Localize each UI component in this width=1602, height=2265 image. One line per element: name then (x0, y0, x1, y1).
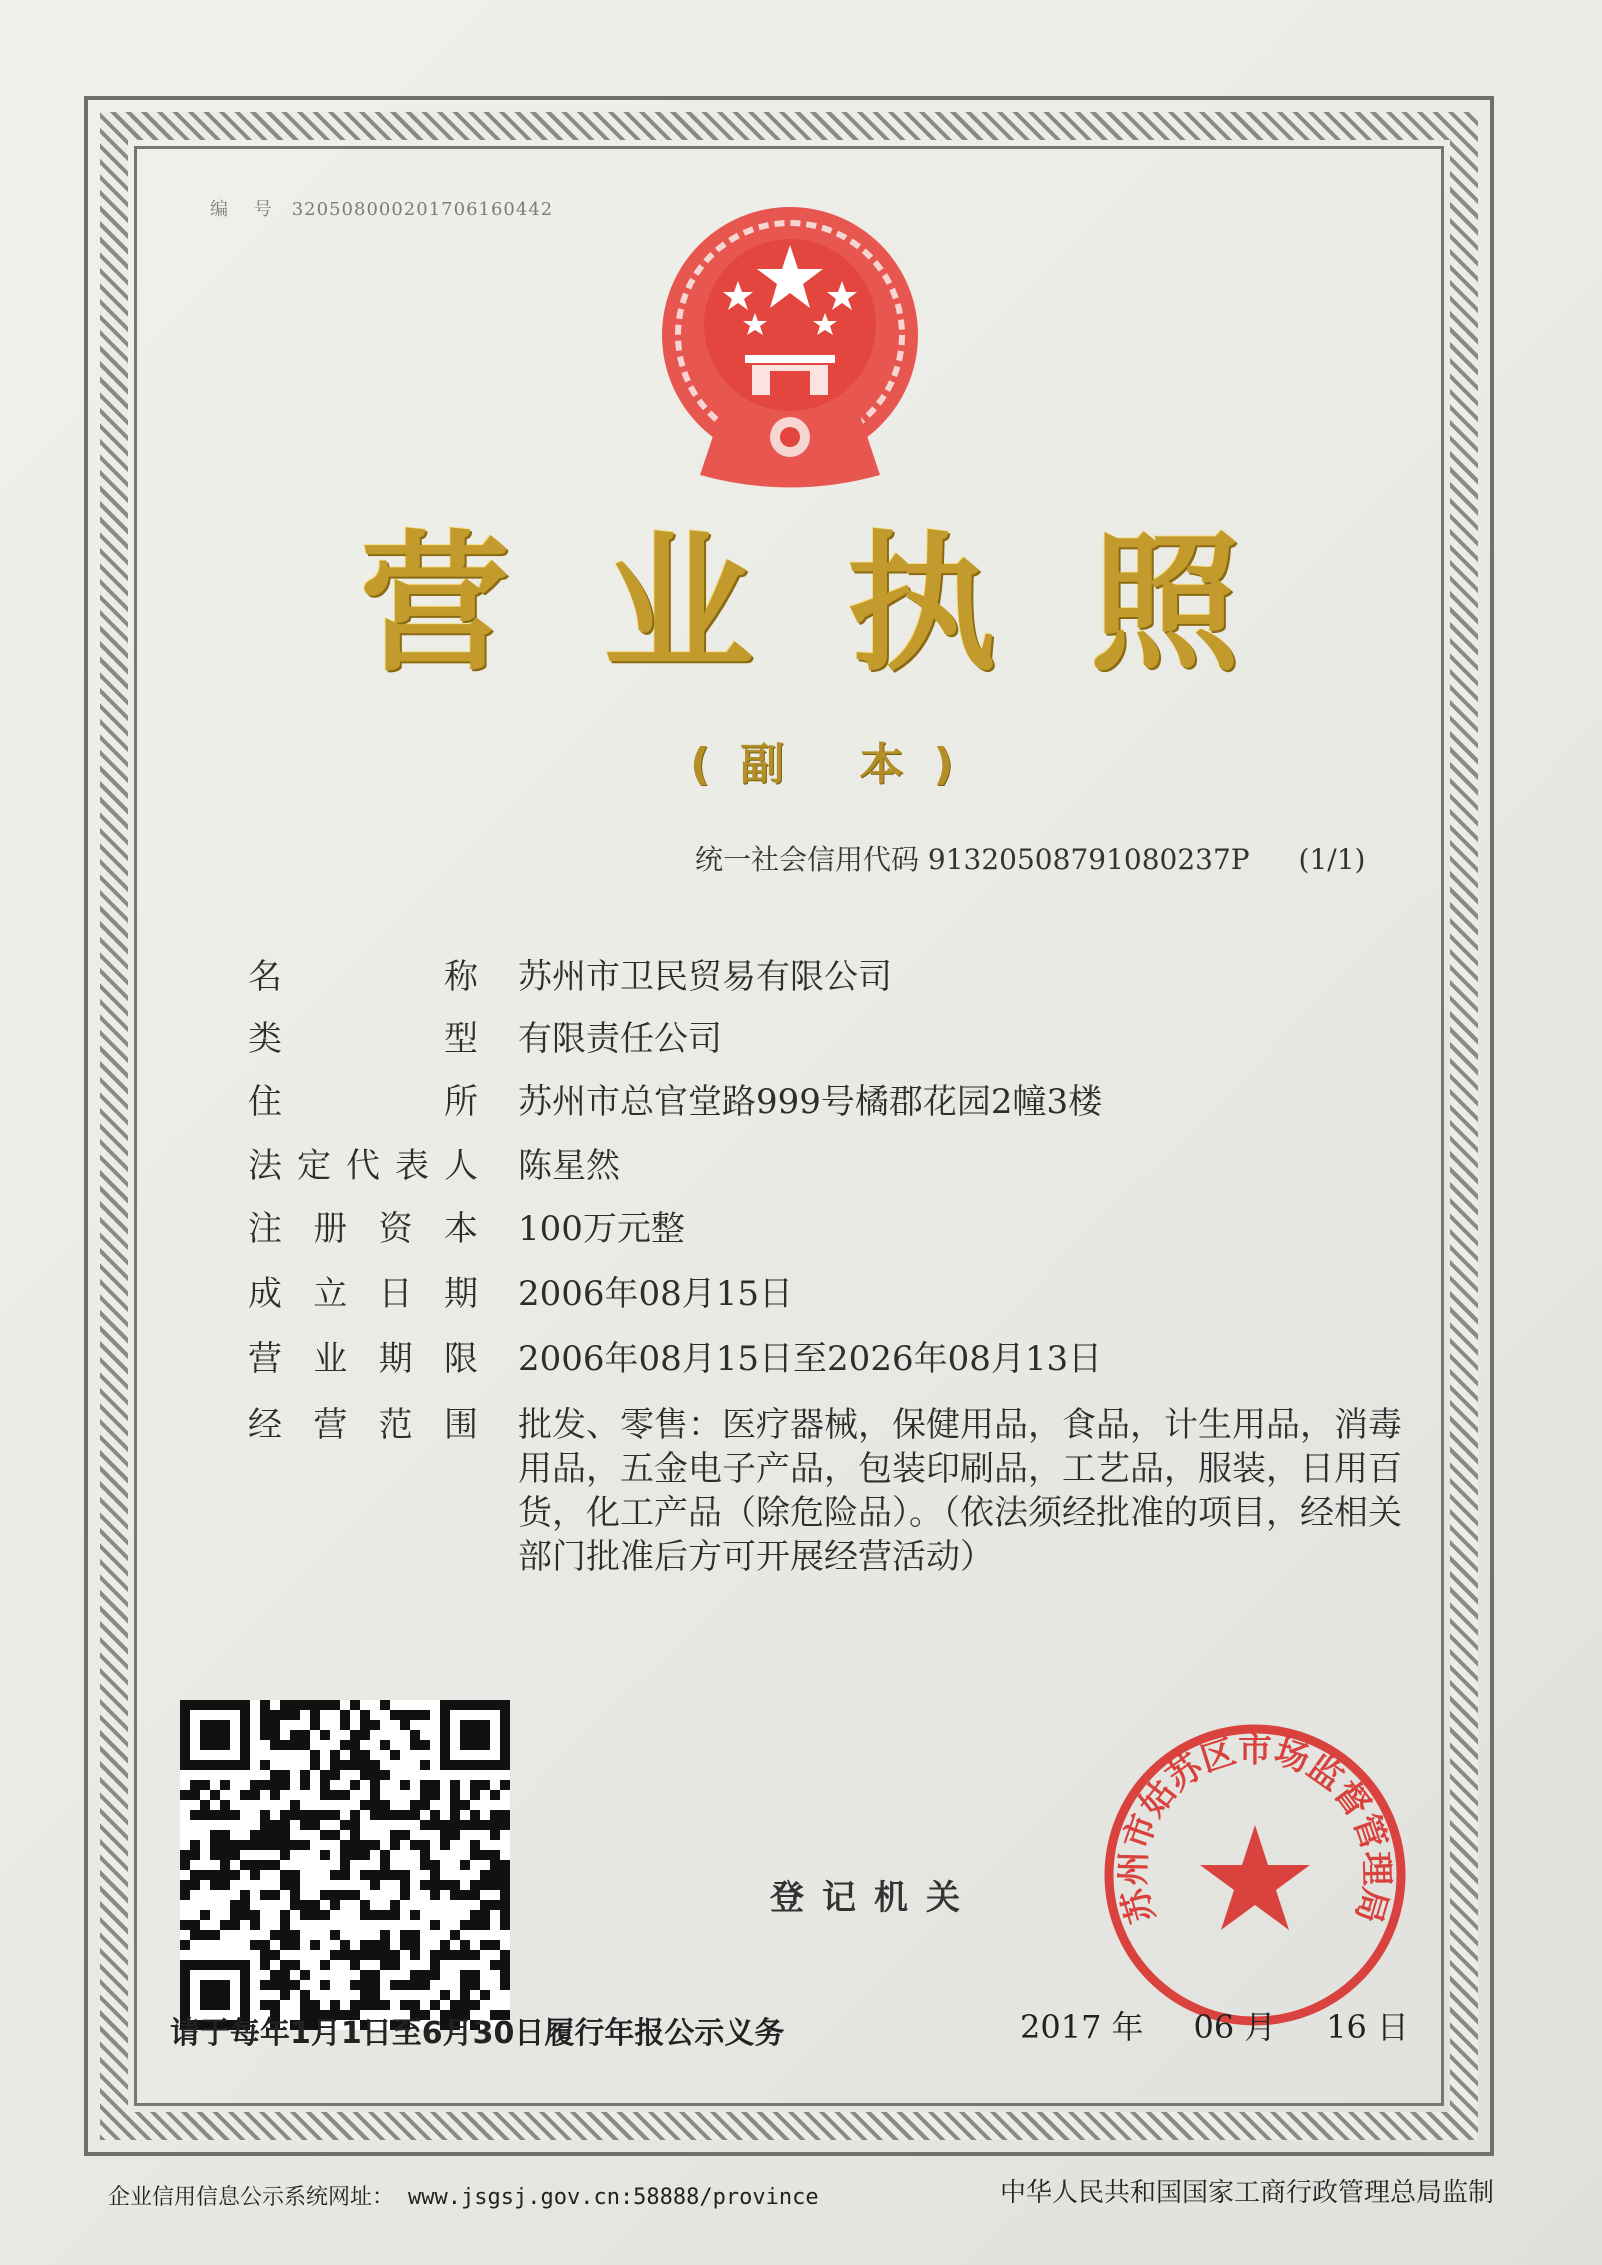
website-url[interactable]: www.jsgsj.gov.cn:58888/province (408, 2185, 819, 2210)
field-key: 法 定 代 表 人 (248, 1146, 478, 1186)
field-name (248, 955, 1448, 999)
issue-date: 2017 年 06 月 16 日 (1020, 2008, 1409, 2046)
credit-code-value: 91320508791080237P (927, 843, 1250, 876)
serial-number (210, 195, 553, 221)
website-label: 企业信用信息公示系统网址： (108, 2185, 395, 2210)
field-key: 住 所 (248, 1082, 478, 1122)
official-seal-icon (1100, 1720, 1410, 2030)
title-char-3: 执 (846, 518, 997, 692)
date-month: 06 (1193, 2008, 1235, 2046)
seal-text: 苏州市姑苏区市场监督管理局 (1113, 1730, 1397, 1928)
qr-finder-pattern (200, 1980, 230, 2010)
field-key: 成 立 日 期 (248, 1274, 478, 1314)
document-subtitle: (副 本) (690, 739, 984, 790)
supervisor-text: 中华人民共和国国家工商行政管理总局监制 (1000, 2178, 1495, 2208)
field-key: 类 型 (248, 1019, 478, 1059)
field-value: 苏州市总官堂路999号橘郡花园2幢3楼 (518, 1082, 1103, 1122)
field-value: 苏州市卫民贸易有限公司 (518, 957, 892, 997)
title-char-1: 营 (360, 518, 511, 692)
footer-website (108, 2180, 819, 2211)
national-emblem-icon (650, 205, 930, 495)
title-char-2: 业 (603, 518, 754, 692)
unified-credit-code (695, 838, 1365, 878)
credit-code-label: 统一社会信用代码 (695, 843, 920, 876)
field-value: 批发、零售：医疗器械，保健用品，食品，计生用品，消毒用品，五金电子产品，包装印刷品，工艺品，服装，日用百货，化工产品（除危险品）。（依法须经批准的项目，经相关部门批准后方可开展经营活动） (518, 1405, 1402, 1577)
title-char-4: 照 (1089, 518, 1240, 692)
field-key: 经 营 范 围 (248, 1405, 478, 1445)
field-legal-representative (248, 1144, 1448, 1188)
qr-finder-pattern (200, 1720, 230, 1750)
qr-finder-pattern (460, 1720, 490, 1750)
field-key: 名 称 (248, 957, 478, 997)
field-key: 营 业 期 限 (248, 1339, 478, 1379)
field-establishment-date (248, 1272, 1448, 1316)
date-day: 16 (1326, 2008, 1367, 2046)
field-value: 陈星然 (518, 1146, 620, 1186)
qr-code-icon[interactable] (180, 1700, 510, 2030)
registration-authority-label: 登记机关 (770, 1878, 978, 1918)
date-year: 2017 (1020, 2008, 1102, 2046)
serial-label: 编 号 (210, 199, 282, 220)
document-title (360, 520, 1240, 690)
page-indicator: (1/1) (1298, 843, 1366, 876)
field-value: 有限责任公司 (518, 1019, 722, 1059)
field-address (248, 1080, 1448, 1124)
field-value: 2006年08月15日至2026年08月13日 (518, 1339, 1103, 1379)
annual-report-notice: 请于每年1月1日至6月30日履行年报公示义务 (170, 2016, 785, 2051)
field-value: 100万元整 (518, 1209, 685, 1249)
field-type (248, 1017, 1448, 1061)
field-registered-capital (248, 1207, 1448, 1251)
field-value: 2006年08月15日 (518, 1274, 794, 1314)
field-business-scope (248, 1403, 1448, 1579)
serial-value: 320508000201706160442 (291, 199, 554, 220)
field-key: 注 册 资 本 (248, 1209, 478, 1249)
field-business-term (248, 1337, 1448, 1381)
